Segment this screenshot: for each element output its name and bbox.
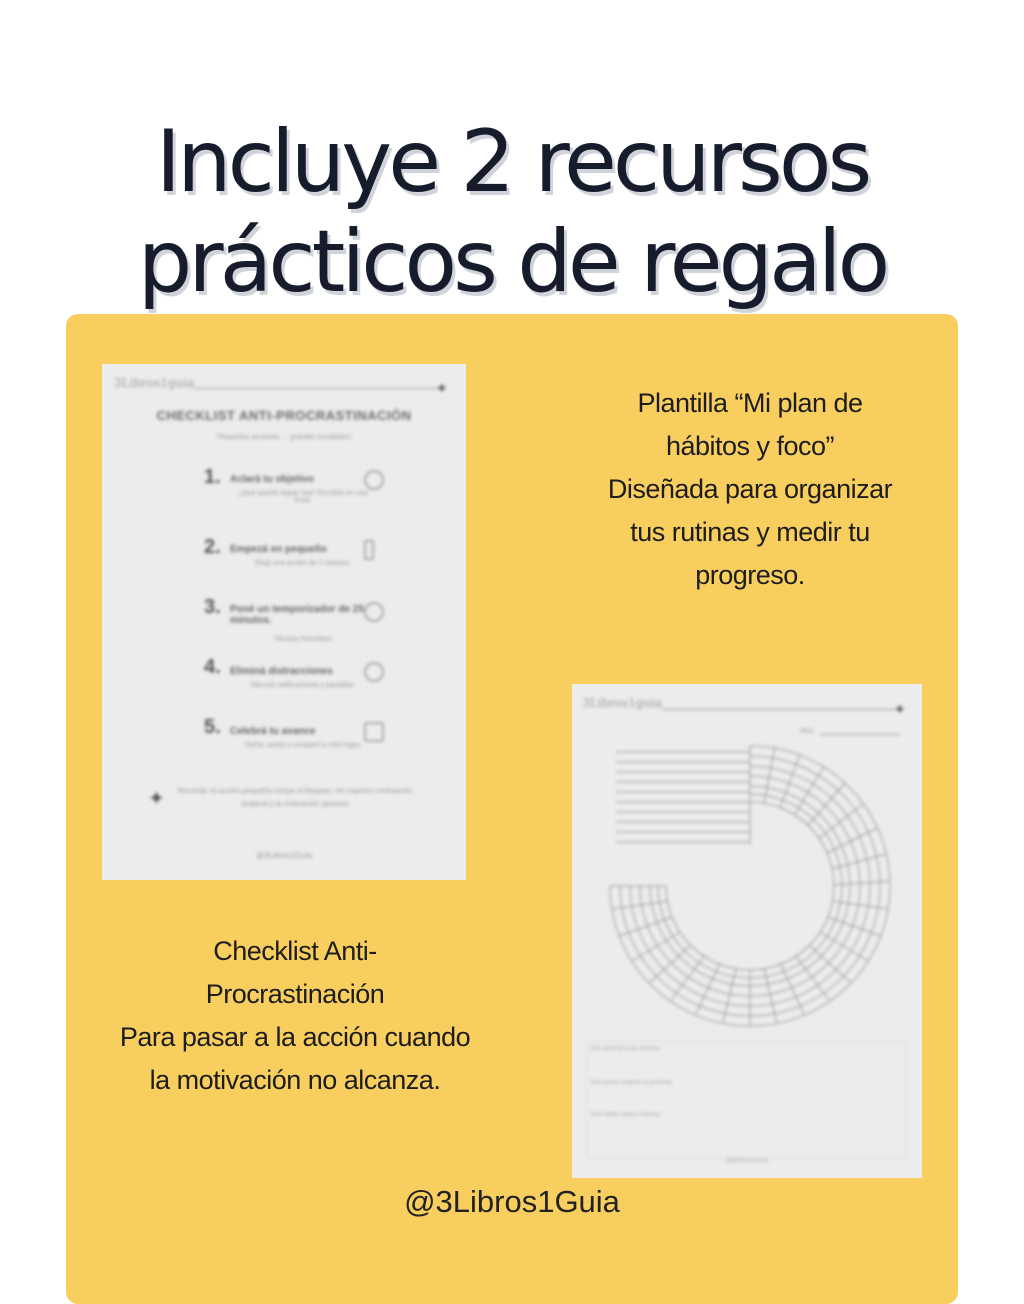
checklist-footer: @3Libros1Guia	[256, 851, 312, 860]
checklist-description	[80, 930, 510, 1102]
no-distraction-icon	[364, 662, 384, 682]
step-detail: Elegí una acción de 2 minutos.	[255, 560, 351, 567]
celebration-icon	[364, 722, 384, 742]
step-number: 1.	[204, 466, 221, 488]
step-title: Empezá en pequeño	[230, 544, 327, 555]
checklist-description-line: Checklist Anti-	[213, 936, 377, 966]
step-detail: Silenciá notificaciones y pantallas.	[249, 682, 357, 689]
planner-description-line: tus rutinas y medir tu	[630, 517, 870, 547]
lightning-icon	[364, 540, 374, 560]
reflection-fields	[586, 1041, 906, 1159]
headline-line-2: prácticos de regalo	[137, 212, 887, 312]
checklist-note: Recordá: la acción pequeña rompe el bloqueo. No esperes motivación, empezá y la motivación aparece.	[178, 786, 414, 808]
sparkle-icon: ✦	[436, 380, 448, 396]
speech-bubble-icon	[364, 470, 384, 490]
checklist-description-line: Para pasar a la acción cuando	[119, 1022, 471, 1052]
planner-preview	[572, 684, 922, 1178]
step-number: 4.	[204, 656, 221, 678]
checklist-rule	[194, 388, 440, 389]
planner-description	[565, 382, 935, 597]
step-number: 5.	[204, 716, 221, 738]
step-title: Poné un temporizador de 25 minutos.	[230, 604, 364, 626]
planner-description-line: progreso.	[695, 560, 805, 590]
step-detail: ¿Qué querés lograr hoy? Escribilo en una línea.	[238, 490, 368, 504]
social-handle: @3Libros1Guia	[404, 1184, 620, 1219]
planner-description-line: Diseñada para organizar	[607, 474, 893, 504]
checklist-description-line: la motivación no alcanza.	[149, 1065, 441, 1095]
habit-tracker-wheel	[572, 684, 922, 1044]
planner-description-line: Plantilla “Mi plan de	[637, 388, 863, 418]
step-detail: Técnica Pomodoro	[273, 636, 333, 643]
step-number: 2.	[204, 536, 221, 558]
checklist-subtitle: "Pequeñas acciones → grandes resultados"	[215, 434, 353, 441]
checklist-preview	[102, 364, 466, 880]
reflection-field-label: Qué puedo mejorar la próxima:	[590, 1080, 673, 1086]
checklist-brand: 3Libros1guia	[114, 376, 195, 390]
sparkle-icon: ✦	[148, 788, 165, 810]
planner-description-line: hábitos y foco”	[665, 431, 835, 461]
headline-line-1: Incluye 2 recursos	[155, 112, 869, 212]
checklist-description-line: Procrastinación	[205, 979, 385, 1009]
reflection-field-label: Qué hábito quiero reforzar:	[590, 1112, 662, 1118]
planner-brand: 3Libros1guia	[582, 696, 663, 710]
step-title: Eliminá distracciones	[230, 666, 333, 677]
checklist-title: CHECKLIST ANTI-PROCRASTINACIÓN	[156, 408, 412, 423]
step-detail: Tachá, anotá o compartí tu mini logro.	[244, 742, 362, 749]
clock-icon	[364, 602, 384, 622]
step-number: 3.	[204, 596, 221, 618]
reflection-field-label: Qué aprendí esta semana:	[590, 1046, 662, 1052]
step-title: Aclará tu objetivo	[230, 474, 314, 485]
sparkle-icon: ✦	[894, 701, 906, 717]
planner-footer: @3Libros1Guia	[726, 1158, 768, 1164]
headline	[0, 112, 1024, 312]
step-title: Celebrá tu avance	[230, 726, 316, 737]
planner-month-label: MES:	[800, 728, 815, 735]
